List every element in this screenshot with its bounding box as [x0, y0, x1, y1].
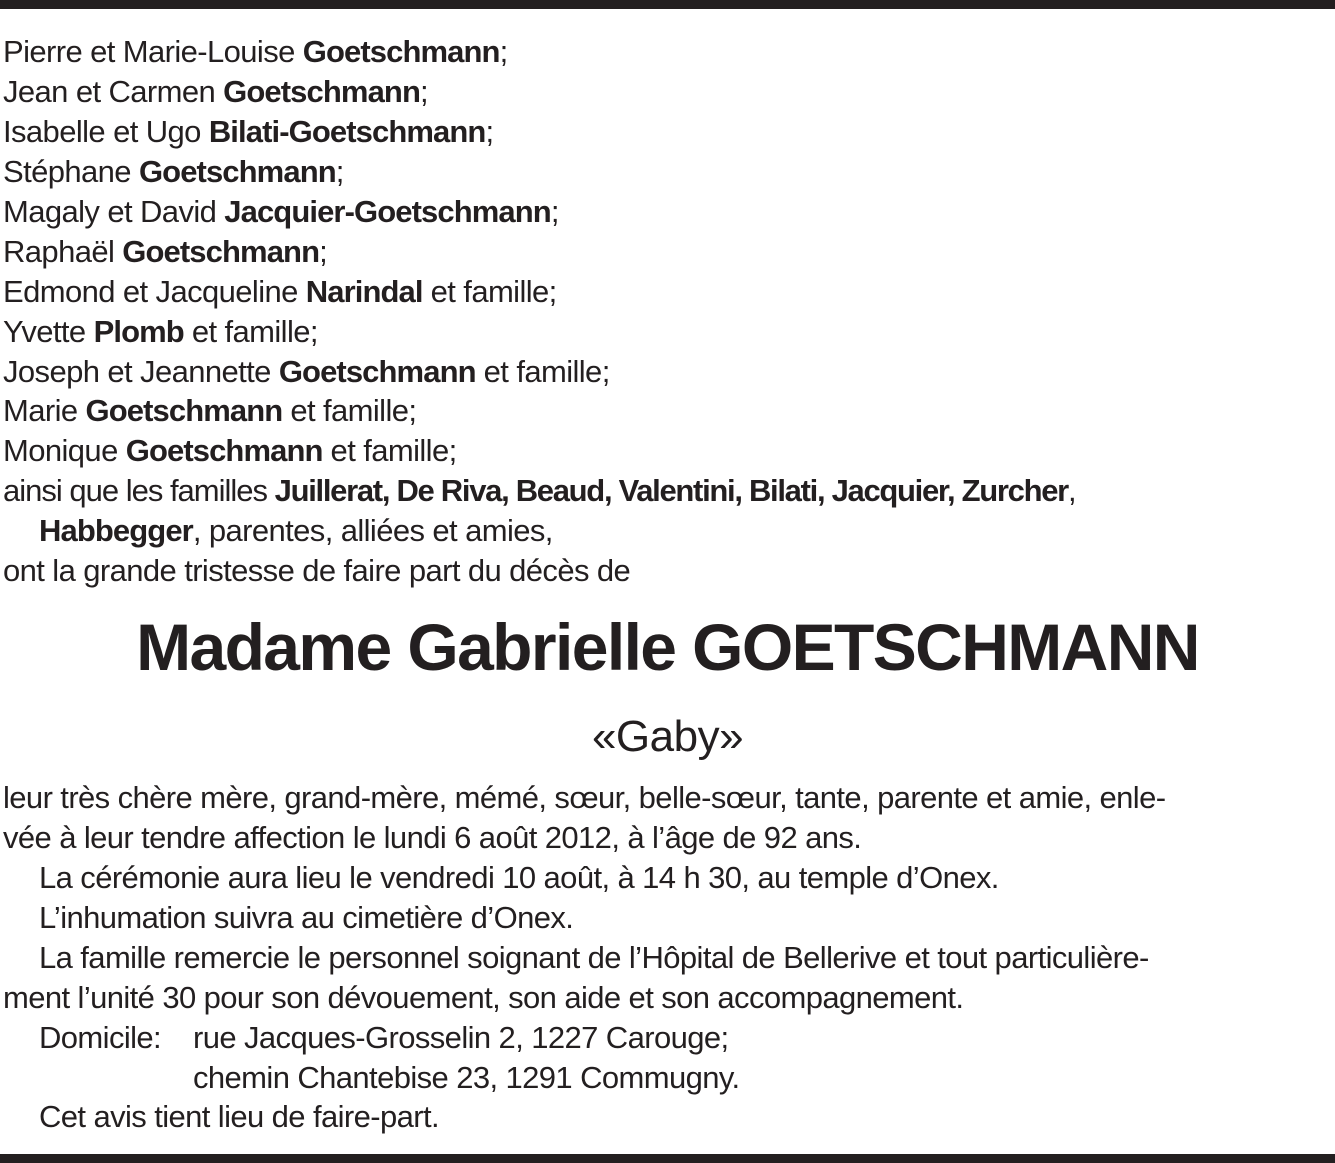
closing-line: Cet avis tient lieu de faire-part. [39, 1099, 440, 1134]
family-line-tail: ; [319, 234, 328, 269]
family-line-tail: , [1067, 473, 1076, 508]
family-line-names: Jean et Carmen [3, 74, 224, 109]
thanks-line: La famille remercie le personnel soignant de l’Hôpital de Bellerive et tout particulière- [39, 940, 1149, 975]
family-line-tail: ; [485, 114, 494, 149]
family-line-surname: Goetschmann [138, 154, 336, 189]
bottom-rule [0, 1154, 1335, 1163]
family-line-names: Isabelle et Ugo [3, 114, 209, 149]
family-line-names: Stéphane [3, 154, 139, 189]
family-line-surname: Narindal [305, 274, 423, 309]
family-line-tail: ; [550, 194, 559, 229]
family-line [3, 352, 610, 392]
burial-line: L’inhumation suivra au cimetière d’Onex. [39, 900, 574, 935]
family-line-surname: Plomb [93, 314, 184, 349]
family-line [3, 192, 559, 232]
family-line-names: ainsi que les familles [3, 473, 275, 508]
family-line [3, 272, 557, 312]
family-line-names: Edmond et Jacqueline [3, 274, 306, 309]
announcement-line [3, 551, 630, 591]
family-line-surname: Juillerat, De Riva, Beaud, Valentini, Bilati, Jacquier, Zurcher [274, 473, 1068, 508]
family-line-tail: ; [499, 34, 508, 69]
family-line-surname: Goetschmann [122, 234, 320, 269]
family-line-surname: Jacquier-Goetschmann [224, 194, 551, 229]
family-line [3, 152, 344, 192]
family-line [3, 431, 457, 471]
family-line [3, 72, 428, 112]
domicile-address-2: chemin Chantebise 23, 1291 Commugny. [193, 1060, 740, 1095]
family-line-tail: et famille; [282, 393, 417, 428]
domicile-label: Domicile: [39, 1020, 162, 1055]
family-line-tail: ; [419, 74, 428, 109]
family-line-names: Raphaël [3, 234, 123, 269]
family-line-names: Pierre et Marie-Louise [3, 34, 303, 69]
family-line-names: Monique [3, 433, 126, 468]
family-line-surname: Habbegger [39, 513, 193, 548]
family-line-names: Magaly et David [3, 194, 225, 229]
family-line [3, 232, 327, 272]
family-line [3, 112, 493, 152]
thanks-line-continued: ment l’unité 30 pour son dévouement, son aide et son accompagnement. [3, 980, 964, 1015]
family-line [39, 511, 553, 551]
family-line-tail: et famille; [422, 274, 557, 309]
family-line-surname: Goetschmann [125, 433, 323, 468]
family-line-tail: ; [335, 154, 344, 189]
family-line [3, 312, 318, 352]
body-line: leur très chère mère, grand-mère, mémé, sœur, belle-sœur, tante, parente et amie, enle- [3, 780, 1166, 815]
family-line-tail: et famille; [475, 354, 610, 389]
announcement-text: ont la grande tristesse de faire part du décès de [3, 553, 631, 588]
deceased-name: Madame Gabrielle GOETSCHMANN [136, 610, 1199, 684]
family-line-names: Joseph et Jeannette [3, 354, 279, 389]
family-line-tail: et famille; [183, 314, 318, 349]
family-line-surname: Goetschmann [302, 34, 500, 69]
family-line [3, 471, 1076, 511]
family-line-surname: Goetschmann [223, 74, 420, 109]
family-line-tail: , parentes, alliées et amies, [192, 513, 553, 548]
family-line-names: Yvette [3, 314, 94, 349]
deceased-nickname: «Gaby» [591, 712, 744, 761]
family-line-surname: Goetschmann [85, 393, 283, 428]
family-line-names: Marie [3, 393, 86, 428]
body-line: vée à leur tendre affection le lundi 6 août 2012, à l’âge de 92 ans. [3, 820, 862, 855]
family-line [3, 391, 416, 431]
family-line [3, 32, 508, 72]
family-line-surname: Goetschmann [278, 354, 476, 389]
family-line-tail: et famille; [322, 433, 457, 468]
ceremony-line: La cérémonie aura lieu le vendredi 10 août, à 14 h 30, au temple d’Onex. [39, 860, 999, 895]
domicile-address-1: rue Jacques-Grosselin 2, 1227 Carouge; [193, 1020, 729, 1055]
family-line-surname: Bilati-Goetschmann [208, 114, 486, 149]
